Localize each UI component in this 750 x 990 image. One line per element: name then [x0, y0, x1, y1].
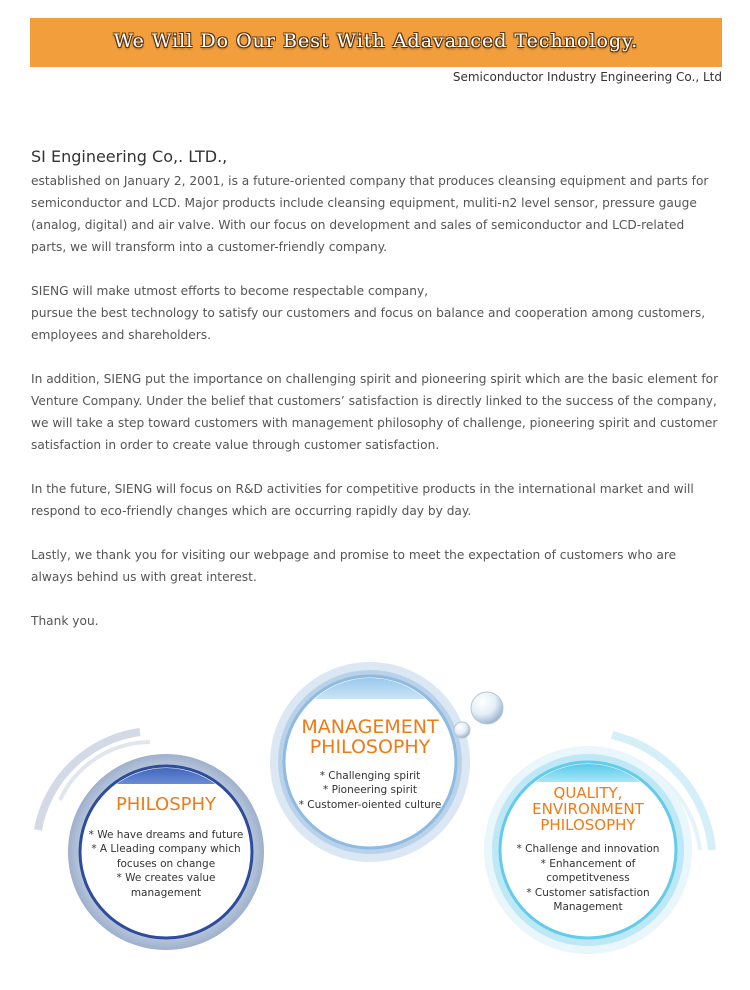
- company-title: SI Engineering Co,. LTD.,: [31, 147, 228, 166]
- intro-text: [31, 170, 721, 654]
- philosophy-item: focuses on change: [116, 857, 216, 870]
- quality-item: * Customer satisfaction: [526, 886, 650, 899]
- management-title-line: PHILOSOPHY: [309, 735, 431, 758]
- philosophy-item: management: [130, 886, 202, 899]
- intro-paragraph: SIENG will make utmost efforts to become respectable company, pursue the best technology to satisfy our customers and focus on balance and cooperation among customers, employees and shareholders.: [31, 284, 706, 342]
- philosophy-item: * We have dreams and future: [88, 828, 244, 841]
- quality-item: competitveness: [546, 872, 630, 885]
- quality-title-line: ENVIRONMENT: [532, 799, 644, 818]
- intro-paragraph: Thank you.: [31, 614, 99, 628]
- philosophy-content: [82, 796, 250, 900]
- quality-title: [508, 786, 668, 833]
- quality-title-line: QUALITY,: [553, 784, 623, 802]
- management-item: * Customer-oiented culture: [298, 798, 442, 811]
- management-items: [290, 769, 450, 813]
- management-content: [290, 718, 450, 812]
- philosophy-items: [82, 828, 250, 901]
- management-item: * Pioneering spirit: [323, 784, 417, 797]
- intro-paragraph: In addition, SIENG put the importance on challenging spirit and pioneering spirit which are the basic element for Venture Company. Under the belief that customers’ satisfaction is directly linked to the success of the company, we will take a step toward customers with management philosophy of challenge, pioneering spirit and customer satisfaction in order to create value through customer satisfaction.: [31, 372, 719, 452]
- quality-item: * Enhancement of: [540, 857, 636, 870]
- company-subtitle: Semiconductor Industry Engineering Co., Ltd: [452, 70, 722, 84]
- quality-item: Management: [553, 901, 623, 914]
- management-item: * Challenging spirit: [319, 769, 421, 782]
- intro-paragraph: established on January 2, 2001, is a future-oriented company that produces cleansing equipment and parts for semiconductor and LCD. Major products include cleansing equipment, muliti-n2 level sensor, pressure gauge (analog, digital) and air valve. With our focus on development and sales of semiconductor and LCD-related parts, we will transform into a customer-friendly company.: [31, 174, 709, 254]
- philosophy-title: PHILOSPHY: [115, 794, 217, 815]
- philosophy-diagram: [0, 660, 750, 990]
- intro-paragraph: In the future, SIENG will focus on R&D activities for competitive products in the international market and will respond to eco-friendly changes which are occurring rapidly day by day.: [31, 482, 694, 518]
- quality-title-line: PHILOSOPHY: [540, 815, 636, 834]
- management-title-line: MANAGEMENT: [301, 716, 439, 738]
- slogan-text: We Will Do Our Best With Adavanced Technology.: [113, 30, 639, 52]
- management-title: [290, 718, 450, 758]
- philosophy-item: * A Lleading company which: [91, 843, 241, 856]
- quality-content: [508, 786, 668, 915]
- slogan-banner: [30, 18, 722, 67]
- philosophy-item: * We creates value: [116, 872, 216, 885]
- quality-item: * Challenge and innovation: [516, 843, 660, 856]
- quality-items: [508, 842, 668, 915]
- intro-paragraph: Lastly, we thank you for visiting our webpage and promise to meet the expectation of customers who are always behind us with great interest.: [31, 548, 677, 584]
